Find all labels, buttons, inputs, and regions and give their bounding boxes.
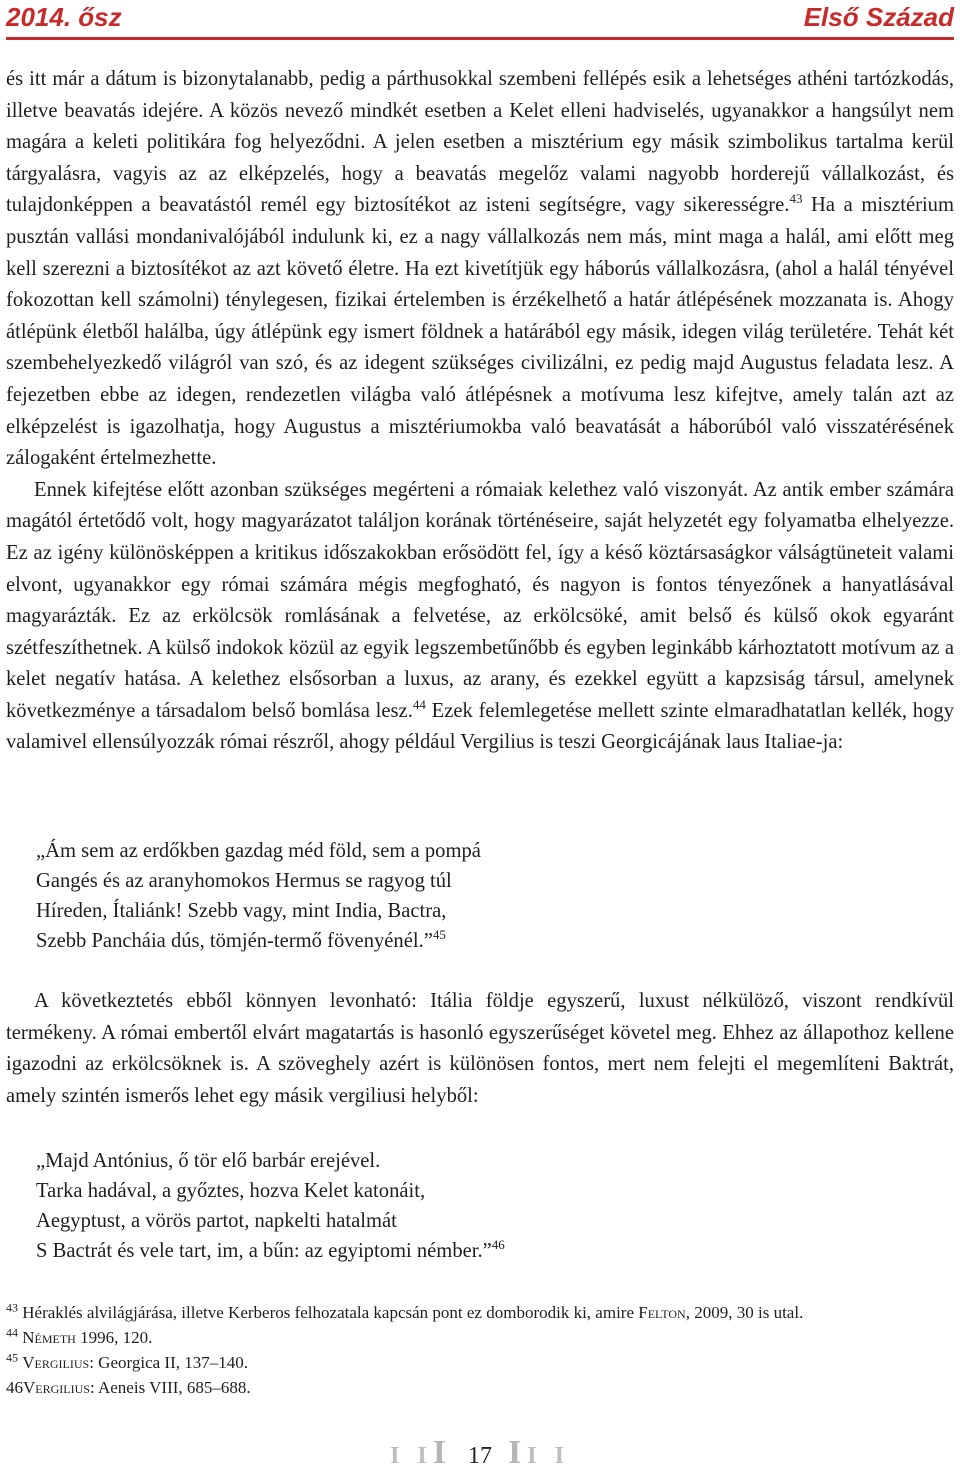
verse-line-text: S Bactrát és vele tart, im, a bűn: az egyiptomi némber.”	[36, 1240, 492, 1262]
footnote-author: Felton	[638, 1303, 686, 1322]
footnote-ref-44[interactable]: 44	[412, 697, 426, 713]
footnote-43	[6, 1300, 954, 1325]
footnote-text: : Aeneis VIII, 685–688.	[89, 1378, 251, 1397]
footnote-text: , 2009, 30 is utal.	[685, 1303, 804, 1322]
footnote-45	[6, 1350, 954, 1375]
page-number: 17	[468, 1443, 492, 1469]
footnote-number: 43	[6, 1300, 18, 1315]
verse-line-text: Szebb Pancháia dús, tömjén-termő fövenyénél.”	[36, 930, 433, 952]
footnote-ref-46[interactable]: 46	[491, 1237, 505, 1253]
pager-ornament-right: I I	[527, 1443, 570, 1469]
paragraph-3-text: A következtetés ebből könnyen levonható: Itália földje egyszerű, luxust nélkülöző, viszont rendkívül termékeny. A római embertől elvárt magatartás is hasonló egyszerűséget követel meg. Ehhez az állapothoz kellene igazodni az erkölcsöknek is. A szöveghely azért is különösen fontos, mert nem felejti el megemlíteni Baktrát, amely szintén ismerős lehet egy másik vergiliusi helyből:	[6, 990, 954, 1107]
footnote-number: 45	[6, 1350, 18, 1365]
footnote-ref-45[interactable]: 45	[432, 927, 446, 943]
footnote-ref-43[interactable]: 43	[789, 191, 803, 207]
verse-line: Aegyptust, a vörös partot, napkelti hatalmát	[36, 1210, 397, 1232]
paragraph-1-text-b: Ha a misztérium pusztán vallási mondanivalójából indulunk ki, ez a nagy vállalkozás nem más, mint maga a halál, ami előtt meg kell szerezni a biztosítékot az azt követő életre. Ha ezt kivetítjük egy háborús vállalkozásra, (ahol a halál tényével fokozottan kell számolni) ténylegesen, fizikai értelemben is érzékelhető a határ átlépésének mozzanata is. Ahogy átlépünk életből halálba, úgy átlépünk egy ismert földnek a határából egy másik, idegen világ területére. Tehát két szembehelyezkedő világról van szó, és az idegent szükséges civilizálni, ez pedig majd Augustus feladata lesz. A fejezetben ebbe az idegen, rendezetlen világba való átlépésnek a motívuma lesz kifejtve, amely talán azt az elképzelést is igazolhatja, hogy Augustus a misztériumokba való beavatását a háborúból való visszatérésének zálogaként értelmezhette.	[6, 194, 954, 470]
paragraph-3	[6, 986, 954, 1112]
verse-line: Gangés és az aranyhomokos Hermus se ragyog túl	[36, 870, 452, 892]
footnotes	[6, 1300, 954, 1400]
paragraph-2-text-a: Ennek kifejtése előtt azonban szükséges megérteni a rómaiak kelethez való viszonyát. Az antik ember számára magától értetődő volt, hogy magyarázatot találjon korának történéseire, saját helyzetét egy folyamatba elhelyezze. Ez az igény különösképpen a kritikus időszakokban erősödött fel, így a késő köztársaságkor válságtüneteit valami elvont, ugyanakkor egy római számára mégis megfogható, és nagyon is fontos tényezőnek a hanyatlásával magyarázták. Ez az erkölcsök romlásának a felvetése, az erkölcsöké, amit belső és külső okok egyaránt szétfeszíthetnek. A külső indokok közül az egyik legszembetűnőbb és egyben leginkább kárhoztatott motívum az a kelet negatív hatása. A kelethez elsősorban a luxus, az arany, és ezekkel együtt a kapzsiság társul, amelynek következménye a társadalom belső bomlása lesz.	[6, 478, 954, 722]
journal-title: Első Század	[803, 2, 954, 32]
pager-ornament-left-big: I	[432, 1434, 452, 1471]
footnote-text: 1996, 120.	[75, 1328, 153, 1347]
verse-quote-1	[36, 836, 481, 956]
verse-line: Híreden, Ítaliánk! Szebb vagy, mint India, Bactra,	[36, 900, 447, 922]
paragraph-1-text-a: és itt már a dátum is bizonytalanabb, pedig a párthusokkal szembeni fellépés esik a lehetséges athéni tartózkodás, illetve beavatás idejére. A közös nevező mindkét esetben a Kelet elleni hadviselés, ugyanakkor a hangsúlyt nem magára a keleti politikára fog helyeződni. A jelen esetben a misztérium egy másik szimbolikus tartalma kerül tárgyalásra, vagyis az az elképzelés, hogy a beavatás megelőz valami nagyobb horderejű vállalkozást, és tulajdonképpen a beavatástól remél egy biztosítékot az isteni segítségre, vagy sikerességre.	[6, 68, 954, 217]
page-header	[0, 0, 960, 38]
paragraph-2-text-b: Ezek felemlegetése mellett szinte elmaradhatatlan kellék, hogy valamivel ellensúlyozzák római részről, ahogy például Vergilius is teszi Georgicájának laus Italiae-ja:	[6, 699, 954, 754]
paragraph-2	[6, 475, 954, 759]
verse-line	[36, 926, 481, 956]
verse-line: Tarka hadával, a győztes, hozva Kelet katonáit,	[36, 1180, 426, 1202]
pager-ornament-right-big: I	[508, 1434, 528, 1471]
footnote-author: Németh	[22, 1328, 76, 1347]
page-number-footer	[0, 1434, 960, 1472]
verse-line: „Majd Antónius, ő tör elő barbár erejével.	[36, 1150, 381, 1172]
verse-line: „Ám sem az erdőkben gazdag méd föld, sem a pompá	[36, 840, 481, 862]
footnote-number: 46	[6, 1378, 23, 1397]
footnote-author: Vergilius	[22, 1353, 90, 1372]
paragraph-1	[6, 64, 954, 475]
verse-quote-2	[36, 1146, 505, 1266]
footnote-text: Héraklés alvilágjárása, illetve Kerberos felhozatala kapcsán pont ez domborodik ki, amire	[22, 1303, 639, 1322]
footnote-text: : Georgica II, 137–140.	[89, 1353, 248, 1372]
pager-ornament-left: I I	[390, 1443, 433, 1469]
main-text	[6, 64, 954, 759]
footnote-46	[6, 1375, 954, 1400]
footnote-author: Vergilius	[23, 1378, 90, 1397]
header-rule	[6, 37, 954, 40]
footnote-number: 44	[6, 1325, 18, 1340]
footnote-44	[6, 1325, 954, 1350]
verse-line	[36, 1236, 505, 1266]
issue-label: 2014. ősz	[6, 2, 122, 32]
